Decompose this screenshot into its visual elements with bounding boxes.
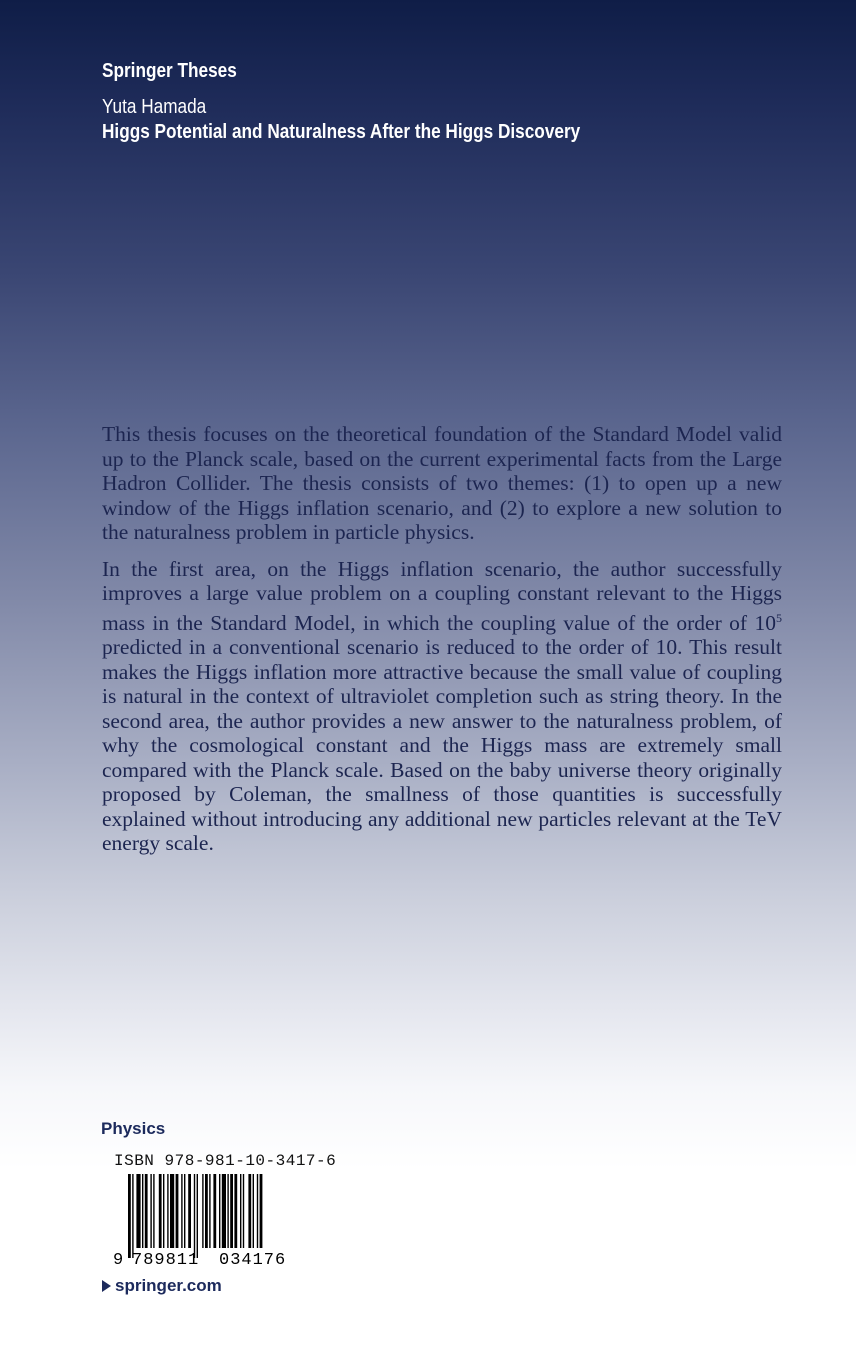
barcode-bar: [150, 1174, 151, 1248]
abstract-paragraph-2: [102, 557, 782, 856]
barcode-bar: [197, 1174, 198, 1258]
barcode-bar: [253, 1174, 254, 1248]
barcode-bar: [176, 1174, 179, 1248]
barcode-bar: [128, 1174, 131, 1258]
barcode: [112, 1174, 312, 1266]
author-name: Yuta Hamada: [102, 96, 207, 118]
barcode-bar: [227, 1174, 228, 1248]
barcode-bar: [230, 1174, 233, 1248]
exponent: 5: [776, 610, 782, 625]
barcode-bar: [205, 1174, 208, 1248]
subject-label: Physics: [101, 1119, 166, 1138]
abstract-paragraph-1: This thesis focuses on the theoretical foundation of the Standard Model valid up to the Planck scale, based on the current experimental facts from the Large Hadron Collider. The thesis consists of two themes: (1) to open up a new window of the Higgs inflation scenario, and (2) to explore a new solution to the naturalness problem in particle physics.: [102, 422, 782, 544]
triangle-right-icon: [102, 1280, 111, 1292]
abstract-paragraph-2-start: In the first area, on the Higgs inflation scenario, the author successfully improves a large value problem on a coupling constant relevant to the Higgs mass in the Standard Model, in which the coupling value of the order of 10: [102, 556, 782, 635]
barcode-bar: [163, 1174, 164, 1248]
barcode-bar: [132, 1174, 133, 1258]
barcode-bar: [243, 1174, 244, 1248]
book-title: Higgs Potential and Naturalness After the Higgs Discovery: [102, 121, 581, 143]
barcode-bar: [145, 1174, 148, 1248]
barcode-bar: [170, 1174, 174, 1248]
barcode-bar: [167, 1174, 168, 1248]
barcode-bar: [257, 1174, 258, 1248]
barcode-bar: [194, 1174, 195, 1258]
barcode-bar: [234, 1174, 237, 1248]
barcode-bar: [142, 1174, 143, 1248]
isbn-text: ISBN 978-981-10-3417-6: [114, 1152, 337, 1170]
series-name: Springer Theses: [102, 60, 237, 82]
barcode-bar: [213, 1174, 216, 1248]
barcode-bar: [153, 1174, 154, 1248]
website-link[interactable]: [102, 1276, 222, 1296]
barcode-bar: [260, 1174, 263, 1248]
barcode-digit-lead: 9: [113, 1251, 124, 1266]
abstract: [102, 422, 782, 868]
barcode-bar: [188, 1174, 191, 1248]
barcode-bar: [184, 1174, 185, 1248]
barcode-bar: [159, 1174, 162, 1248]
barcode-bar: [181, 1174, 182, 1248]
barcode-bar: [209, 1174, 210, 1248]
website-label: springer.com: [115, 1276, 222, 1295]
barcode-digits-right: 034176: [219, 1251, 287, 1266]
barcode-bar: [136, 1174, 140, 1248]
barcode-bar: [222, 1174, 226, 1248]
abstract-paragraph-2-end: predicted in a conventional scenario is reduced to the order of 10. This result makes the Higgs inflation more attractive because the small value of coupling is natural in the context of ultraviolet completion such as string theory. In the second area, the author provides a new answer to the naturalness problem, of why the cosmological constant and the Higgs mass are extremely small compared with the Planck scale. Based on the baby universe theory originally proposed by Coleman, the smallness of those quantities is successfully explained without introducing any additional new particles relevant at the TeV energy scale.: [102, 635, 782, 856]
barcode-bar: [248, 1174, 251, 1248]
barcode-bar: [202, 1174, 203, 1248]
barcode-digits-left: 789811: [132, 1251, 200, 1266]
barcode-bar: [240, 1174, 241, 1248]
barcode-bar: [219, 1174, 220, 1248]
